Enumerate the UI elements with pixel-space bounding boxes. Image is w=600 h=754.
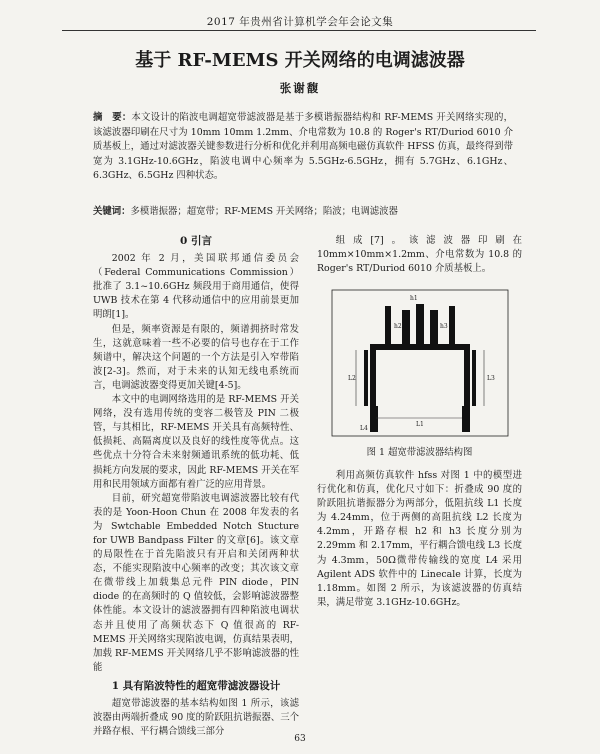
right-column-top: [317, 234, 522, 276]
figure-caption: 图 1 超宽带滤波器结构图: [366, 447, 473, 458]
figure-label: h1: [410, 295, 418, 302]
running-header: 2017 年贵州省计算机学会年会论文集: [206, 16, 394, 28]
author: 张谢馥: [279, 81, 321, 95]
paragraph: 2002 年 2 月，美国联邦通信委员会（Federal Communications Commission）批准了 3.1~10.6GHz 频段用于商用通信，使得 UWB 技术在第 4 代移动通信中的应用前景更加明朗[1]。: [93, 253, 299, 321]
paragraph: 但是，频率资源是有限的，频谱拥挤时常发生，这就意味着一些不必要的信号也存在于工作频谱中，解决这个问题的一个方法是引入窄带陷波[2-3]。然而，对于未来的认知无线电系统而言，电调滤波器变得更加关键[4-5]。: [93, 323, 299, 391]
right-column-bottom: [317, 469, 522, 610]
paragraph: 本文中的电调网络选用的是 RF-MEMS 开关网络，没有选用传统的变容二极管及 PIN 二极管，与其相比，RF-MEMS 开关具有高频特性、低损耗、高隔离度以及良好的线性度等优点。这些优点十分符合未来射频通讯系统的低功耗、低损耗方向发展的要求，因此 RF-MEMS 开关在军用和民用领域方面都有着广泛的应用背景。: [93, 394, 299, 490]
keywords-label: 关键词：: [93, 206, 131, 217]
paragraph: 组成[7]。该滤波器印刷在 10mm×10mm×1.2mm、介电常数为 10.8 的 Roger's RT/Duriod 6010 介质基板上。: [317, 235, 522, 275]
figure-label: L1: [416, 421, 424, 428]
paragraph: 超宽带滤波器的基本结构如图 1 所示，该滤波器由两端折叠成 90 度的阶跃阻抗谐振器、三个并路存根、平行耦合馈线三部分: [93, 698, 299, 738]
abstract-text: 本文设计的陷波电调超宽带滤波器是基于多模谐振器结构和 RF-MEMS 开关网络实现的，该滤波器印刷在尺寸为 10mm 10mm 1.2mm、介电常数为 10.8 的 Roger's RT/Duriod 6010 介质基板上，通过对滤波器关键参数进行分析和优化并利用高频电磁仿真软件 HFSS 仿真，最终得到带宽为 3.1GHz-10.6GHz，陷波电调中心频率为 5.5GHz-6.5GHz，拥有 5.7GHz、6.1GHz、6.3GHz、6.5GHz 四种状态。: [93, 112, 513, 181]
figure-label: h3: [440, 323, 448, 330]
left-column: [93, 230, 299, 739]
figure-label: L4: [360, 425, 368, 432]
paragraph: 目前，研究超宽带陷波电调滤波器比较有代表的是 Yoon-Hoon Chun 在 2008 年发表的名为 Swtchable Embedded Notch Stucture for UWB Bandpass Filter 的文章[6]。该文章的局限性在于首先陷波只有开启和关闭两种状态，不能实现陷波中心频率的改变；其次该文章在微带线上加载集总元件 PIN diode，PIN diode 的在高频时的 Q 值较低，会影响滤波器整体性能。本文设计的滤波器拥有四种陷波电调状态并且使用了高频状态下 Q 值很高的 RF-MEMS 开关网络实现陷波电调，仿真结果表明，加载 RF-MEMS 开关网络几乎不影响滤波器的性能: [93, 492, 299, 673]
section-0-heading: 0 引言: [180, 235, 212, 247]
abstract-label: 摘 要：: [93, 112, 132, 123]
filter-structure-figure: [330, 288, 510, 438]
keywords-text: 多模谐振器；超宽带；RF-MEMS 开关网络；陷波；电调滤波器: [130, 206, 398, 217]
abstract: [93, 111, 513, 184]
page-number: 63: [294, 734, 306, 744]
paragraph: 利用高频仿真软件 hfss 对图 1 中的模型进行优化和仿真，优化尺寸如下：折叠成 90 度的阶跃阻抗谐振器分为两部分，低阻抗线 L1 长度为 4.24mm，位于两侧的高阻抗线 L2 长度为 4.2mm，开路存根 h2 和 h3 长度分别为 2.29mm 和 2.17mm，平行耦合馈电线 L3 长度为 4.3mm，50Ω微带传输线的宽度 L4 采用 Agilent ADS 软件中的 Linecale 计算，长度为 1.18mm。如图 2 所示，为该滤波器的仿真结果，满足带宽 3.1GHz-10.6GHz。: [317, 470, 522, 608]
figure-label: h2: [394, 323, 402, 330]
section-1-heading: 1 具有陷波特性的超宽带滤波器设计: [111, 679, 281, 692]
figure-label: L2: [348, 375, 356, 382]
keywords: [93, 205, 513, 219]
paper-title: 基于 RF-MEMS 开关网络的电调滤波器: [135, 50, 465, 71]
header-rule: [62, 30, 536, 31]
figure-label: L3: [487, 375, 495, 382]
